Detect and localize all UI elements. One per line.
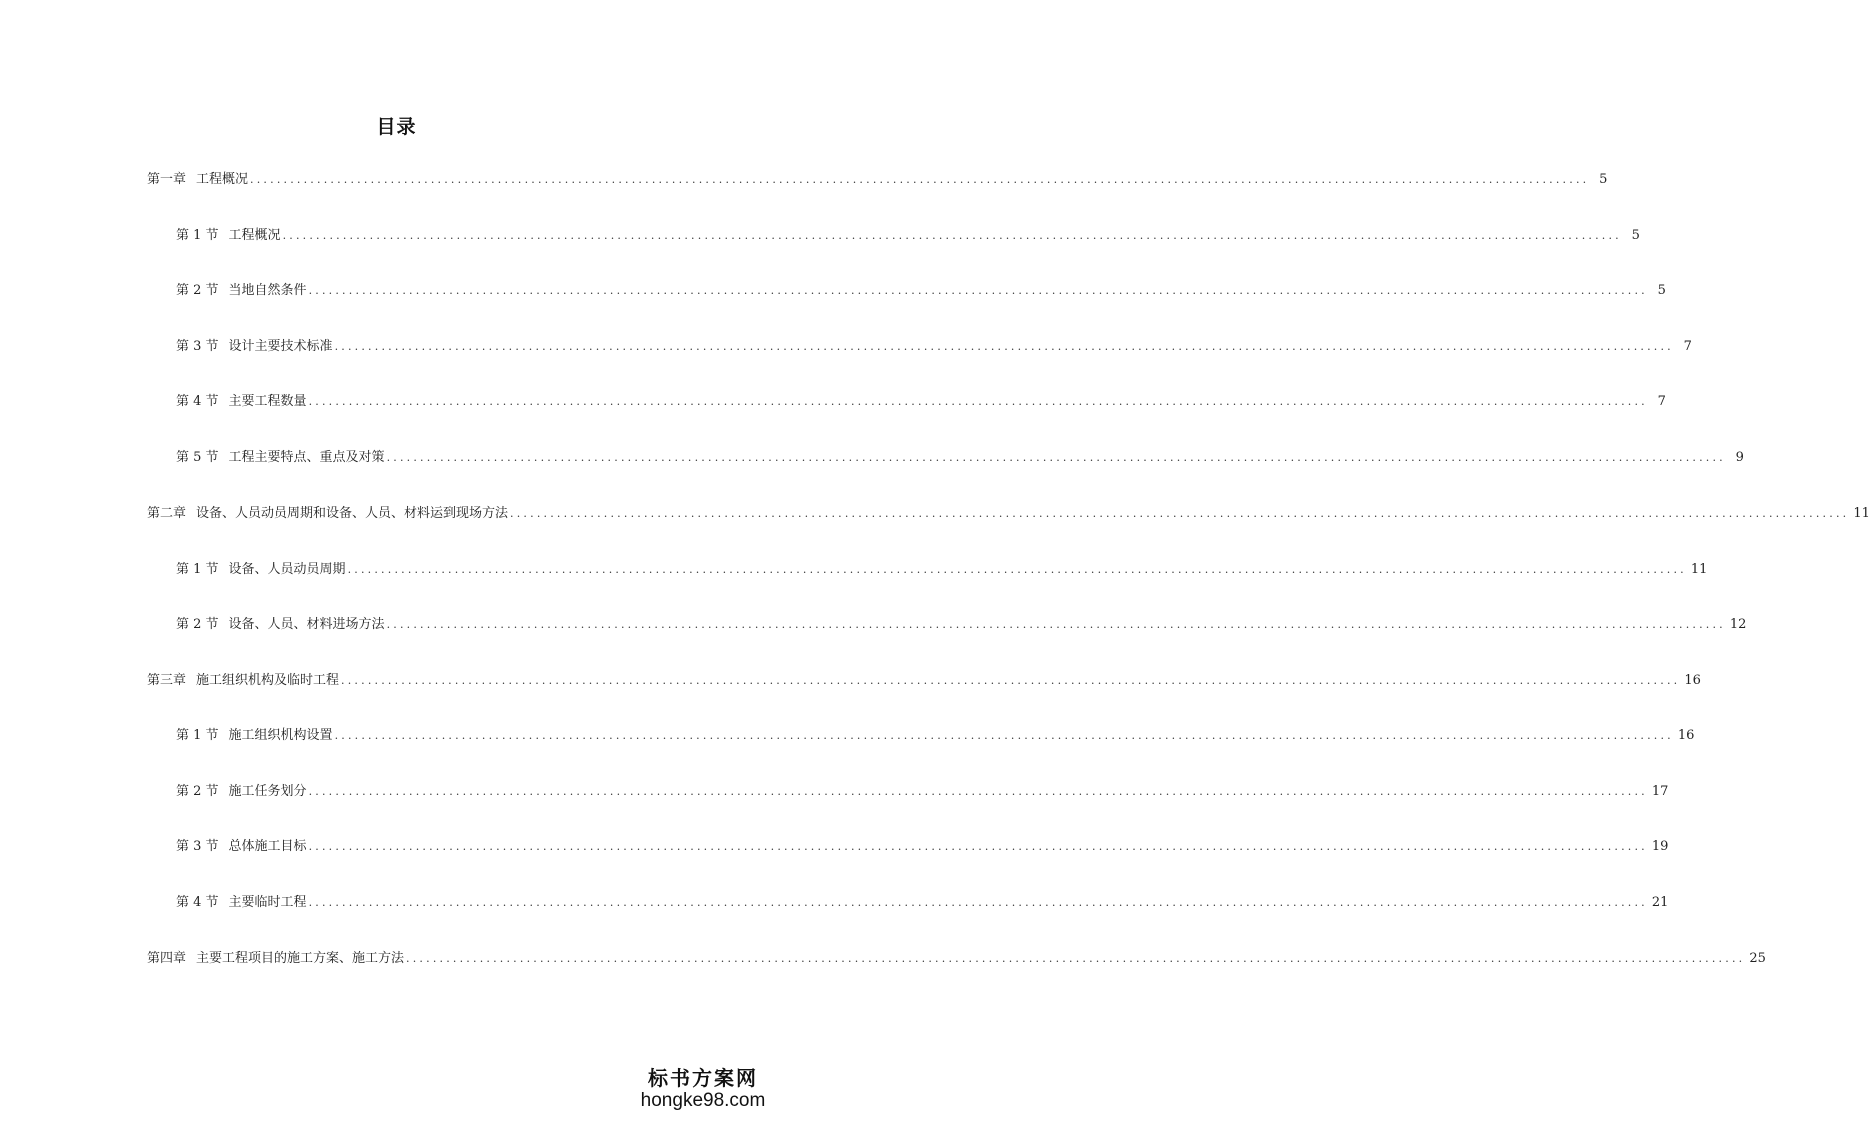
- toc-number: 第一章: [147, 172, 187, 187]
- toc-number: 第 5 节: [176, 450, 219, 465]
- toc-page-number: 16: [1677, 728, 1695, 743]
- toc-entry-section[interactable]: [176, 227, 1640, 245]
- toc-entry-section[interactable]: [176, 282, 1666, 300]
- toc-label: 主要工程数量: [228, 394, 307, 409]
- toc-label: 设计主要技术标准: [228, 339, 333, 354]
- watermark-title: 标书方案网: [648, 1066, 758, 1090]
- toc-entry-section[interactable]: [176, 561, 1708, 579]
- toc-label: 施工任务划分: [228, 784, 307, 799]
- toc-leader-dots: ........................................................................................................................................................................................................: [341, 674, 1681, 687]
- toc-number: 第四章: [147, 951, 187, 966]
- toc-leader-dots: ........................................................................................................................................................................................................: [250, 173, 1590, 186]
- toc-label: 主要临时工程: [228, 895, 307, 910]
- toc-entry-section[interactable]: [176, 727, 1695, 745]
- toc-page-number: 19: [1651, 839, 1669, 854]
- watermark-logo: [628, 1066, 778, 1112]
- toc-leader-dots: ........................................................................................................................................................................................................: [386, 451, 1726, 464]
- toc-label: 施工组织机构设置: [228, 728, 333, 743]
- toc-label: 工程概况: [228, 228, 281, 243]
- toc-label: 主要工程项目的施工方案、施工方法: [196, 951, 405, 966]
- toc-entry-section[interactable]: [176, 449, 1744, 467]
- toc-leader-dots: ........................................................................................................................................................................................................: [510, 507, 1850, 520]
- toc-number: 第 1 节: [176, 228, 219, 243]
- toc-entry-section[interactable]: [176, 838, 1669, 856]
- toc-number: 第 2 节: [176, 617, 219, 632]
- toc-page-number: 17: [1651, 784, 1669, 799]
- toc-entry-chapter[interactable]: [147, 950, 1766, 968]
- toc-number: 第二章: [147, 506, 187, 521]
- toc-number: 第 3 节: [176, 839, 219, 854]
- toc-page-number: 9: [1735, 450, 1744, 465]
- page-title: 目录: [376, 116, 417, 138]
- toc-leader-dots: ........................................................................................................................................................................................................: [308, 395, 1648, 408]
- toc-page-number: 5: [1631, 228, 1640, 243]
- toc-number: 第 1 节: [176, 728, 219, 743]
- toc-leader-dots: ........................................................................................................................................................................................................: [334, 729, 1674, 742]
- toc-page-number: 25: [1749, 951, 1766, 966]
- toc-entry-section[interactable]: [176, 338, 1692, 356]
- toc-label: 设备、人员、材料进场方法: [228, 617, 385, 632]
- toc-page-number: 16: [1684, 673, 1701, 688]
- toc-leader-dots: ........................................................................................................................................................................................................: [308, 896, 1648, 909]
- toc-label: 当地自然条件: [228, 283, 307, 298]
- toc-number: 第 2 节: [176, 784, 219, 799]
- toc-leader-dots: ........................................................................................................................................................................................................: [386, 618, 1726, 631]
- toc-number: 第 3 节: [176, 339, 219, 354]
- toc-number: 第 4 节: [176, 895, 219, 910]
- toc-entry-chapter[interactable]: [147, 672, 1701, 690]
- toc-number: 第 4 节: [176, 394, 219, 409]
- toc-page-number: 21: [1651, 895, 1669, 910]
- toc-label: 工程概况: [196, 172, 249, 187]
- toc-number: 第 1 节: [176, 562, 219, 577]
- watermark-url: hongke98.com: [640, 1090, 766, 1111]
- toc-label: 设备、人员动员周期和设备、人员、材料运到现场方法: [196, 506, 509, 521]
- toc-page-number: 7: [1683, 339, 1692, 354]
- toc-leader-dots: ........................................................................................................................................................................................................: [282, 229, 1622, 242]
- toc-leader-dots: ........................................................................................................................................................................................................: [308, 284, 1648, 297]
- toc-label: 设备、人员动员周期: [228, 562, 346, 577]
- toc-entry-chapter[interactable]: [147, 505, 1870, 523]
- toc-page-number: 5: [1657, 283, 1666, 298]
- toc-label: 总体施工目标: [228, 839, 307, 854]
- toc-entry-section[interactable]: [176, 393, 1666, 411]
- toc-page-number: 7: [1657, 394, 1666, 409]
- toc-entry-chapter[interactable]: [147, 171, 1608, 189]
- toc-leader-dots: ........................................................................................................................................................................................................: [308, 840, 1648, 853]
- toc-page-number: 11: [1853, 506, 1870, 521]
- toc-entry-section[interactable]: [176, 616, 1747, 634]
- toc-page-number: 12: [1729, 617, 1747, 632]
- toc-page-number: 11: [1690, 562, 1708, 577]
- toc-label: 工程主要特点、重点及对策: [228, 450, 385, 465]
- toc-number: 第 2 节: [176, 283, 219, 298]
- toc-number: 第三章: [147, 673, 187, 688]
- toc-label: 施工组织机构及临时工程: [196, 673, 340, 688]
- toc-leader-dots: ........................................................................................................................................................................................................: [406, 952, 1746, 965]
- toc-leader-dots: ........................................................................................................................................................................................................: [347, 563, 1687, 576]
- toc-leader-dots: ........................................................................................................................................................................................................: [308, 785, 1648, 798]
- toc-entry-section[interactable]: [176, 783, 1669, 801]
- toc-entry-section[interactable]: [176, 894, 1669, 912]
- toc-page-number: 5: [1599, 172, 1608, 187]
- toc-leader-dots: ........................................................................................................................................................................................................: [334, 340, 1674, 353]
